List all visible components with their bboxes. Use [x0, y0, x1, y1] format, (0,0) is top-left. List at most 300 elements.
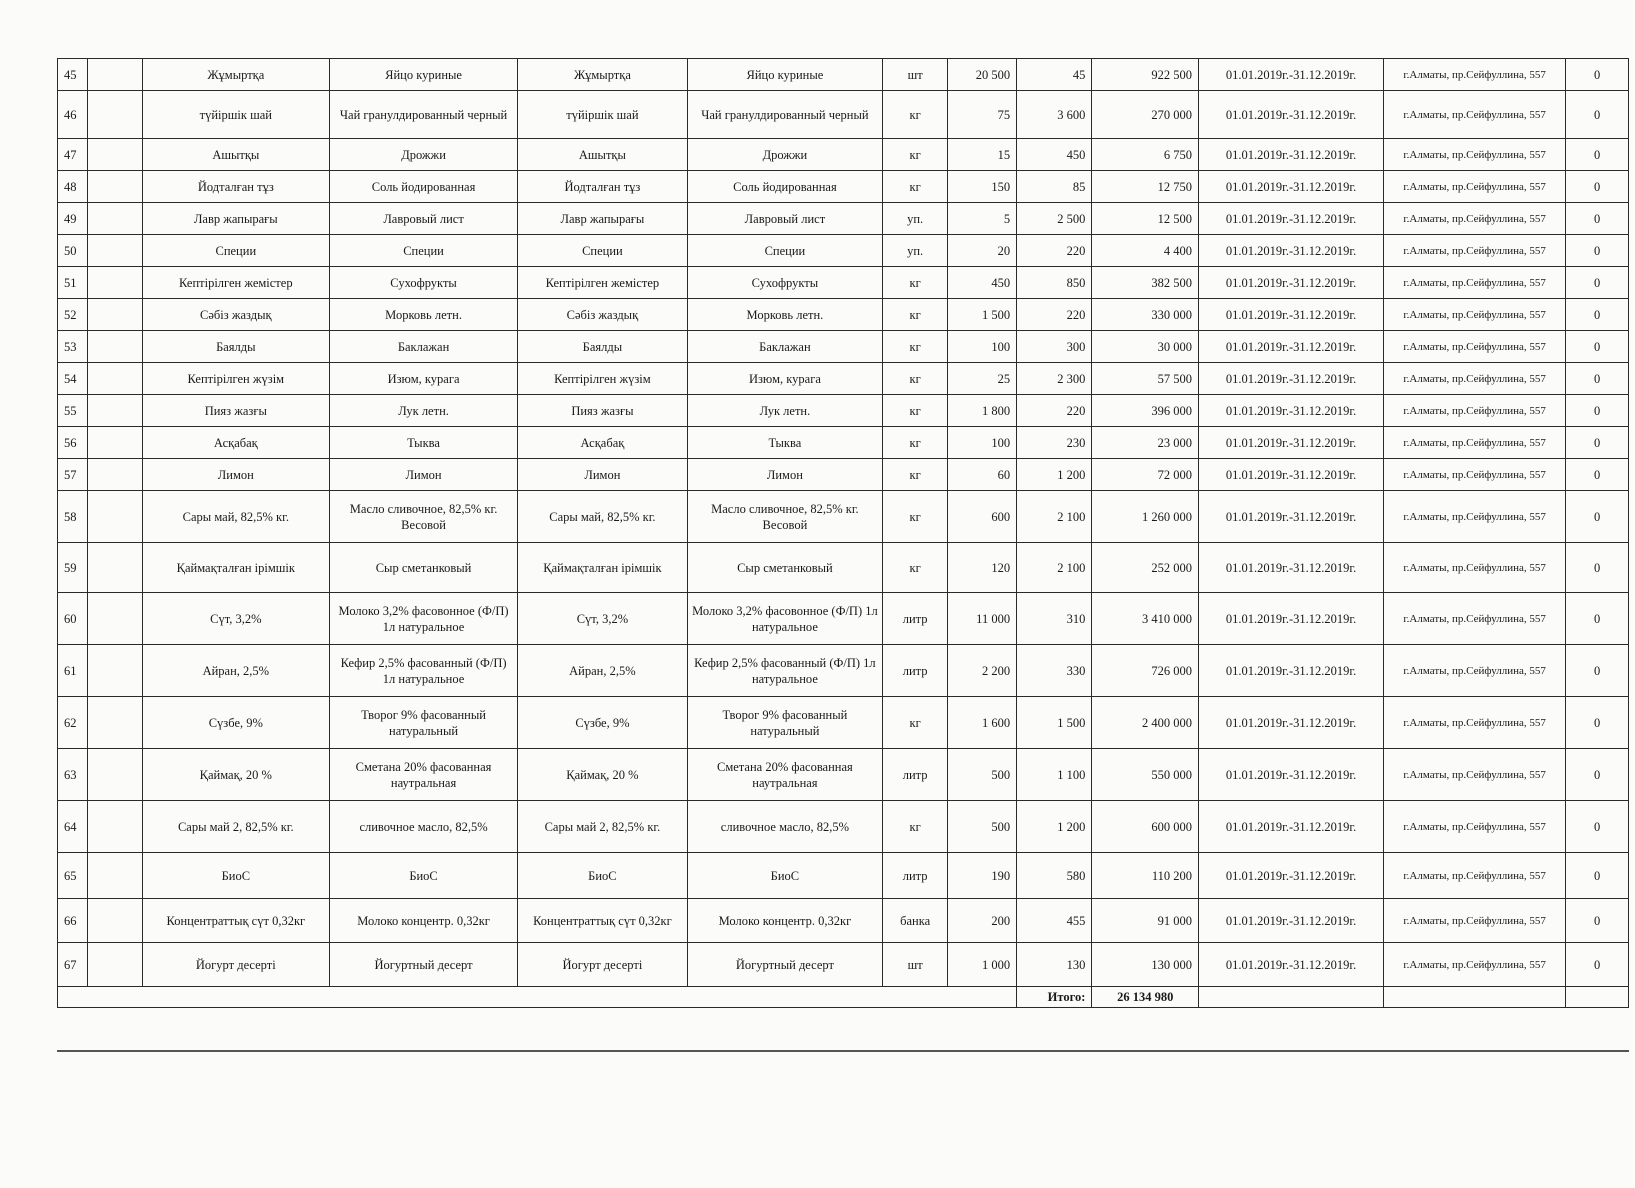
short-name-ru-cell: Кефир 2,5% фасованный (Ф/П) 1л натуральное [687, 645, 883, 697]
advance-percent-cell: 0 [1566, 853, 1629, 899]
delivery-address-cell: г.Алматы, пр.Сейфуллина, 557 [1384, 299, 1566, 331]
name-ru-cell: Сметана 20% фасованная наутральная [329, 749, 517, 801]
advance-percent-cell: 0 [1566, 427, 1629, 459]
amount-cell: 550 000 [1092, 749, 1199, 801]
table-row [58, 943, 1629, 987]
name-ru-cell: Яйцо куриные [329, 59, 517, 91]
short-name-ru-cell: Лавровый лист [687, 203, 883, 235]
empty-code-cell [88, 697, 142, 749]
row-number-cell: 64 [58, 801, 88, 853]
unit-cell: банка [883, 899, 948, 943]
advance-percent-cell: 0 [1566, 299, 1629, 331]
advance-percent-cell: 0 [1566, 267, 1629, 299]
empty-code-cell [88, 593, 142, 645]
unit-cell: кг [883, 459, 948, 491]
price-cell: 330 [1017, 645, 1092, 697]
unit-cell: кг [883, 363, 948, 395]
amount-cell: 4 400 [1092, 235, 1199, 267]
unit-cell: кг [883, 267, 948, 299]
unit-cell: литр [883, 749, 948, 801]
short-name-kz-cell: Лимон [518, 459, 687, 491]
delivery-period-cell: 01.01.2019г.-31.12.2019г. [1199, 543, 1384, 593]
advance-percent-cell: 0 [1566, 697, 1629, 749]
name-ru-cell: сливочное масло, 82,5% [329, 801, 517, 853]
delivery-period-cell: 01.01.2019г.-31.12.2019г. [1199, 267, 1384, 299]
empty-code-cell [88, 645, 142, 697]
delivery-address-cell: г.Алматы, пр.Сейфуллина, 557 [1384, 943, 1566, 987]
total-empty-cell [1199, 987, 1384, 1008]
short-name-ru-cell: Тыква [687, 427, 883, 459]
quantity-cell: 200 [948, 899, 1017, 943]
amount-cell: 91 000 [1092, 899, 1199, 943]
unit-cell: кг [883, 91, 948, 139]
quantity-cell: 1 600 [948, 697, 1017, 749]
table-row [58, 203, 1629, 235]
table-row [58, 491, 1629, 543]
table-row [58, 459, 1629, 491]
price-cell: 220 [1017, 395, 1092, 427]
amount-cell: 12 750 [1092, 171, 1199, 203]
short-name-ru-cell: Сметана 20% фасованная наутральная [687, 749, 883, 801]
amount-cell: 12 500 [1092, 203, 1199, 235]
short-name-ru-cell: Баклажан [687, 331, 883, 363]
name-ru-cell: Молоко 3,2% фасовонное (Ф/П) 1л натуральное [329, 593, 517, 645]
table-row [58, 645, 1629, 697]
price-cell: 220 [1017, 235, 1092, 267]
short-name-ru-cell: Морковь летн. [687, 299, 883, 331]
delivery-address-cell: г.Алматы, пр.Сейфуллина, 557 [1384, 645, 1566, 697]
empty-code-cell [88, 801, 142, 853]
short-name-ru-cell: Молоко 3,2% фасовонное (Ф/П) 1л натуральное [687, 593, 883, 645]
quantity-cell: 75 [948, 91, 1017, 139]
table-row [58, 171, 1629, 203]
name-kz-cell: Ашытқы [142, 139, 329, 171]
delivery-period-cell: 01.01.2019г.-31.12.2019г. [1199, 899, 1384, 943]
delivery-period-cell: 01.01.2019г.-31.12.2019г. [1199, 801, 1384, 853]
quantity-cell: 120 [948, 543, 1017, 593]
advance-percent-cell: 0 [1566, 363, 1629, 395]
delivery-address-cell: г.Алматы, пр.Сейфуллина, 557 [1384, 427, 1566, 459]
advance-percent-cell: 0 [1566, 171, 1629, 203]
short-name-ru-cell: Соль йодированная [687, 171, 883, 203]
empty-code-cell [88, 235, 142, 267]
price-cell: 450 [1017, 139, 1092, 171]
empty-code-cell [88, 543, 142, 593]
unit-cell: литр [883, 593, 948, 645]
advance-percent-cell: 0 [1566, 395, 1629, 427]
quantity-cell: 150 [948, 171, 1017, 203]
unit-cell: кг [883, 543, 948, 593]
name-kz-cell: Қаймақталған ірімшік [142, 543, 329, 593]
quantity-cell: 20 500 [948, 59, 1017, 91]
name-kz-cell: Қаймақ, 20 % [142, 749, 329, 801]
amount-cell: 30 000 [1092, 331, 1199, 363]
advance-percent-cell: 0 [1566, 943, 1629, 987]
short-name-kz-cell: Қаймақ, 20 % [518, 749, 687, 801]
name-kz-cell: Баялды [142, 331, 329, 363]
delivery-address-cell: г.Алматы, пр.Сейфуллина, 557 [1384, 853, 1566, 899]
name-ru-cell: Дрожжи [329, 139, 517, 171]
empty-code-cell [88, 59, 142, 91]
short-name-ru-cell: Йогуртный десерт [687, 943, 883, 987]
short-name-kz-cell: Сәбіз жаздық [518, 299, 687, 331]
empty-code-cell [88, 459, 142, 491]
price-cell: 300 [1017, 331, 1092, 363]
short-name-ru-cell: Молоко концентр. 0,32кг [687, 899, 883, 943]
delivery-address-cell: г.Алматы, пр.Сейфуллина, 557 [1384, 899, 1566, 943]
short-name-kz-cell: Қаймақталған ірімшік [518, 543, 687, 593]
quantity-cell: 60 [948, 459, 1017, 491]
price-cell: 85 [1017, 171, 1092, 203]
table-row [58, 801, 1629, 853]
price-cell: 1 200 [1017, 459, 1092, 491]
name-ru-cell: Изюм, курага [329, 363, 517, 395]
name-ru-cell: Творог 9% фасованный натуральный [329, 697, 517, 749]
amount-cell: 57 500 [1092, 363, 1199, 395]
quantity-cell: 15 [948, 139, 1017, 171]
empty-code-cell [88, 203, 142, 235]
delivery-period-cell: 01.01.2019г.-31.12.2019г. [1199, 645, 1384, 697]
delivery-period-cell: 01.01.2019г.-31.12.2019г. [1199, 235, 1384, 267]
empty-code-cell [88, 899, 142, 943]
total-empty-cell [1384, 987, 1566, 1008]
quantity-cell: 600 [948, 491, 1017, 543]
quantity-cell: 500 [948, 749, 1017, 801]
advance-percent-cell: 0 [1566, 543, 1629, 593]
row-number-cell: 62 [58, 697, 88, 749]
name-ru-cell: Чай гранулдированный черный [329, 91, 517, 139]
table-row [58, 59, 1629, 91]
price-cell: 3 600 [1017, 91, 1092, 139]
name-ru-cell: Тыква [329, 427, 517, 459]
row-number-cell: 57 [58, 459, 88, 491]
short-name-ru-cell: сливочное масло, 82,5% [687, 801, 883, 853]
short-name-kz-cell: Йогурт десерті [518, 943, 687, 987]
table-row [58, 91, 1629, 139]
delivery-period-cell: 01.01.2019г.-31.12.2019г. [1199, 593, 1384, 645]
advance-percent-cell: 0 [1566, 59, 1629, 91]
empty-code-cell [88, 363, 142, 395]
delivery-address-cell: г.Алматы, пр.Сейфуллина, 557 [1384, 593, 1566, 645]
short-name-kz-cell: Сүзбе, 9% [518, 697, 687, 749]
name-kz-cell: Жұмыртқа [142, 59, 329, 91]
table-row [58, 543, 1629, 593]
advance-percent-cell: 0 [1566, 331, 1629, 363]
unit-cell: литр [883, 645, 948, 697]
name-ru-cell: Сыр сметанковый [329, 543, 517, 593]
delivery-period-cell: 01.01.2019г.-31.12.2019г. [1199, 59, 1384, 91]
amount-cell: 72 000 [1092, 459, 1199, 491]
short-name-kz-cell: Концентраттық сүт 0,32кг [518, 899, 687, 943]
amount-cell: 1 260 000 [1092, 491, 1199, 543]
short-name-ru-cell: Лимон [687, 459, 883, 491]
delivery-address-cell: г.Алматы, пр.Сейфуллина, 557 [1384, 697, 1566, 749]
name-ru-cell: Лавровый лист [329, 203, 517, 235]
total-label: Итого: [1017, 987, 1092, 1008]
short-name-ru-cell: Лук летн. [687, 395, 883, 427]
name-ru-cell: Баклажан [329, 331, 517, 363]
unit-cell: шт [883, 943, 948, 987]
table-row [58, 139, 1629, 171]
unit-cell: шт [883, 59, 948, 91]
total-empty-cell [1566, 987, 1629, 1008]
row-number-cell: 63 [58, 749, 88, 801]
delivery-address-cell: г.Алматы, пр.Сейфуллина, 557 [1384, 331, 1566, 363]
empty-code-cell [88, 139, 142, 171]
price-cell: 2 500 [1017, 203, 1092, 235]
name-kz-cell: Сүзбе, 9% [142, 697, 329, 749]
short-name-kz-cell: Кептірілген жүзім [518, 363, 687, 395]
short-name-kz-cell: түйіршік шай [518, 91, 687, 139]
row-number-cell: 51 [58, 267, 88, 299]
delivery-address-cell: г.Алматы, пр.Сейфуллина, 557 [1384, 459, 1566, 491]
empty-code-cell [88, 427, 142, 459]
advance-percent-cell: 0 [1566, 491, 1629, 543]
bottom-rule [57, 1050, 1629, 1052]
table-row [58, 593, 1629, 645]
advance-percent-cell: 0 [1566, 203, 1629, 235]
table-row [58, 331, 1629, 363]
quantity-cell: 25 [948, 363, 1017, 395]
row-number-cell: 53 [58, 331, 88, 363]
short-name-kz-cell: Ашытқы [518, 139, 687, 171]
row-number-cell: 66 [58, 899, 88, 943]
unit-cell: уп. [883, 235, 948, 267]
short-name-ru-cell: Яйцо куриные [687, 59, 883, 91]
short-name-kz-cell: Сүт, 3,2% [518, 593, 687, 645]
price-cell: 130 [1017, 943, 1092, 987]
advance-percent-cell: 0 [1566, 801, 1629, 853]
unit-cell: литр [883, 853, 948, 899]
advance-percent-cell: 0 [1566, 645, 1629, 697]
amount-cell: 330 000 [1092, 299, 1199, 331]
row-number-cell: 56 [58, 427, 88, 459]
short-name-kz-cell: Жұмыртқа [518, 59, 687, 91]
short-name-ru-cell: Сыр сметанковый [687, 543, 883, 593]
empty-code-cell [88, 395, 142, 427]
short-name-kz-cell: Лавр жапырағы [518, 203, 687, 235]
empty-code-cell [88, 491, 142, 543]
short-name-ru-cell: Специи [687, 235, 883, 267]
price-cell: 2 100 [1017, 491, 1092, 543]
delivery-period-cell: 01.01.2019г.-31.12.2019г. [1199, 395, 1384, 427]
amount-cell: 252 000 [1092, 543, 1199, 593]
price-cell: 1 100 [1017, 749, 1092, 801]
name-ru-cell: Морковь летн. [329, 299, 517, 331]
short-name-kz-cell: Асқабақ [518, 427, 687, 459]
short-name-ru-cell: Сухофрукты [687, 267, 883, 299]
price-cell: 2 100 [1017, 543, 1092, 593]
empty-code-cell [88, 91, 142, 139]
unit-cell: кг [883, 491, 948, 543]
row-number-cell: 55 [58, 395, 88, 427]
empty-code-cell [88, 331, 142, 363]
name-ru-cell: Сухофрукты [329, 267, 517, 299]
table-row [58, 749, 1629, 801]
amount-cell: 922 500 [1092, 59, 1199, 91]
price-cell: 220 [1017, 299, 1092, 331]
total-spacer [58, 987, 1017, 1008]
advance-percent-cell: 0 [1566, 139, 1629, 171]
row-number-cell: 50 [58, 235, 88, 267]
quantity-cell: 1 000 [948, 943, 1017, 987]
delivery-period-cell: 01.01.2019г.-31.12.2019г. [1199, 853, 1384, 899]
name-ru-cell: Йогуртный десерт [329, 943, 517, 987]
unit-cell: кг [883, 427, 948, 459]
delivery-address-cell: г.Алматы, пр.Сейфуллина, 557 [1384, 801, 1566, 853]
advance-percent-cell: 0 [1566, 749, 1629, 801]
delivery-period-cell: 01.01.2019г.-31.12.2019г. [1199, 299, 1384, 331]
table-row [58, 235, 1629, 267]
delivery-period-cell: 01.01.2019г.-31.12.2019г. [1199, 363, 1384, 395]
short-name-ru-cell: Масло сливочное, 82,5% кг. Весовой [687, 491, 883, 543]
price-cell: 2 300 [1017, 363, 1092, 395]
price-cell: 230 [1017, 427, 1092, 459]
amount-cell: 110 200 [1092, 853, 1199, 899]
name-ru-cell: Специи [329, 235, 517, 267]
price-cell: 45 [1017, 59, 1092, 91]
advance-percent-cell: 0 [1566, 235, 1629, 267]
amount-cell: 6 750 [1092, 139, 1199, 171]
price-cell: 850 [1017, 267, 1092, 299]
amount-cell: 130 000 [1092, 943, 1199, 987]
name-kz-cell: Специи [142, 235, 329, 267]
quantity-cell: 11 000 [948, 593, 1017, 645]
amount-cell: 23 000 [1092, 427, 1199, 459]
table-row [58, 899, 1629, 943]
procurement-table-wrap [57, 58, 1629, 1008]
quantity-cell: 100 [948, 331, 1017, 363]
table-row [58, 853, 1629, 899]
empty-code-cell [88, 299, 142, 331]
advance-percent-cell: 0 [1566, 459, 1629, 491]
name-kz-cell: Йогурт десерті [142, 943, 329, 987]
quantity-cell: 20 [948, 235, 1017, 267]
quantity-cell: 190 [948, 853, 1017, 899]
quantity-cell: 500 [948, 801, 1017, 853]
name-ru-cell: Молоко концентр. 0,32кг [329, 899, 517, 943]
delivery-period-cell: 01.01.2019г.-31.12.2019г. [1199, 749, 1384, 801]
name-kz-cell: Сары май 2, 82,5% кг. [142, 801, 329, 853]
name-kz-cell: Асқабақ [142, 427, 329, 459]
delivery-address-cell: г.Алматы, пр.Сейфуллина, 557 [1384, 749, 1566, 801]
row-number-cell: 67 [58, 943, 88, 987]
price-cell: 1 200 [1017, 801, 1092, 853]
short-name-kz-cell: Специи [518, 235, 687, 267]
delivery-address-cell: г.Алматы, пр.Сейфуллина, 557 [1384, 171, 1566, 203]
short-name-kz-cell: Сары май, 82,5% кг. [518, 491, 687, 543]
name-kz-cell: Сары май, 82,5% кг. [142, 491, 329, 543]
amount-cell: 2 400 000 [1092, 697, 1199, 749]
row-number-cell: 61 [58, 645, 88, 697]
table-row [58, 427, 1629, 459]
quantity-cell: 1 500 [948, 299, 1017, 331]
name-kz-cell: Кептірілген жемістер [142, 267, 329, 299]
name-kz-cell: Лимон [142, 459, 329, 491]
empty-code-cell [88, 267, 142, 299]
unit-cell: кг [883, 801, 948, 853]
name-kz-cell: БиоС [142, 853, 329, 899]
amount-cell: 600 000 [1092, 801, 1199, 853]
table-row [58, 363, 1629, 395]
delivery-address-cell: г.Алматы, пр.Сейфуллина, 557 [1384, 395, 1566, 427]
quantity-cell: 2 200 [948, 645, 1017, 697]
name-kz-cell: Кептірілген жүзім [142, 363, 329, 395]
unit-cell: кг [883, 139, 948, 171]
row-number-cell: 46 [58, 91, 88, 139]
table-row [58, 299, 1629, 331]
advance-percent-cell: 0 [1566, 91, 1629, 139]
delivery-period-cell: 01.01.2019г.-31.12.2019г. [1199, 171, 1384, 203]
short-name-ru-cell: Изюм, курага [687, 363, 883, 395]
quantity-cell: 5 [948, 203, 1017, 235]
amount-cell: 270 000 [1092, 91, 1199, 139]
name-kz-cell: Сәбіз жаздық [142, 299, 329, 331]
short-name-kz-cell: Кептірілген жемістер [518, 267, 687, 299]
empty-code-cell [88, 853, 142, 899]
short-name-ru-cell: Чай гранулдированный черный [687, 91, 883, 139]
price-cell: 580 [1017, 853, 1092, 899]
short-name-kz-cell: Пияз жазғы [518, 395, 687, 427]
delivery-address-cell: г.Алматы, пр.Сейфуллина, 557 [1384, 491, 1566, 543]
short-name-kz-cell: Айран, 2,5% [518, 645, 687, 697]
delivery-period-cell: 01.01.2019г.-31.12.2019г. [1199, 491, 1384, 543]
delivery-address-cell: г.Алматы, пр.Сейфуллина, 557 [1384, 543, 1566, 593]
quantity-cell: 1 800 [948, 395, 1017, 427]
unit-cell: кг [883, 395, 948, 427]
delivery-period-cell: 01.01.2019г.-31.12.2019г. [1199, 459, 1384, 491]
amount-cell: 396 000 [1092, 395, 1199, 427]
advance-percent-cell: 0 [1566, 899, 1629, 943]
row-number-cell: 48 [58, 171, 88, 203]
name-kz-cell: түйіршік шай [142, 91, 329, 139]
table-row [58, 267, 1629, 299]
delivery-period-cell: 01.01.2019г.-31.12.2019г. [1199, 331, 1384, 363]
name-ru-cell: Лимон [329, 459, 517, 491]
quantity-cell: 450 [948, 267, 1017, 299]
row-number-cell: 47 [58, 139, 88, 171]
table-row [58, 395, 1629, 427]
name-ru-cell: Соль йодированная [329, 171, 517, 203]
row-number-cell: 60 [58, 593, 88, 645]
row-number-cell: 65 [58, 853, 88, 899]
short-name-kz-cell: Баялды [518, 331, 687, 363]
delivery-period-cell: 01.01.2019г.-31.12.2019г. [1199, 91, 1384, 139]
name-kz-cell: Лавр жапырағы [142, 203, 329, 235]
delivery-period-cell: 01.01.2019г.-31.12.2019г. [1199, 943, 1384, 987]
price-cell: 310 [1017, 593, 1092, 645]
procurement-table [57, 58, 1629, 1008]
name-kz-cell: Йодталған тұз [142, 171, 329, 203]
name-ru-cell: Лук летн. [329, 395, 517, 427]
delivery-address-cell: г.Алматы, пр.Сейфуллина, 557 [1384, 267, 1566, 299]
delivery-address-cell: г.Алматы, пр.Сейфуллина, 557 [1384, 235, 1566, 267]
unit-cell: кг [883, 299, 948, 331]
row-number-cell: 54 [58, 363, 88, 395]
delivery-address-cell: г.Алматы, пр.Сейфуллина, 557 [1384, 139, 1566, 171]
name-kz-cell: Айран, 2,5% [142, 645, 329, 697]
name-ru-cell: Масло сливочное, 82,5% кг. Весовой [329, 491, 517, 543]
price-cell: 455 [1017, 899, 1092, 943]
empty-code-cell [88, 749, 142, 801]
row-number-cell: 52 [58, 299, 88, 331]
name-kz-cell: Сүт, 3,2% [142, 593, 329, 645]
quantity-cell: 100 [948, 427, 1017, 459]
total-row [58, 987, 1629, 1008]
unit-cell: кг [883, 331, 948, 363]
amount-cell: 726 000 [1092, 645, 1199, 697]
name-kz-cell: Пияз жазғы [142, 395, 329, 427]
